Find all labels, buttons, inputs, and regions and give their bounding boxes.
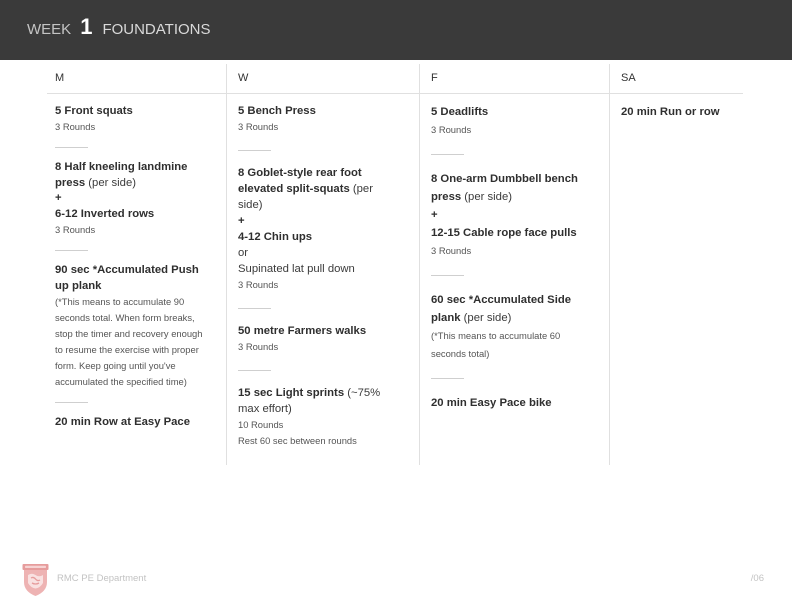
day-workout — [47, 94, 226, 430]
exercise-rounds: 3 Rounds — [238, 121, 279, 132]
exercise-note: (~75% max effort) — [238, 387, 381, 415]
group-divider — [431, 378, 464, 379]
group-divider — [238, 370, 271, 371]
exercise-name: 15 sec Light sprints — [238, 387, 345, 399]
week-label: WEEK — [27, 21, 72, 38]
exercise-group — [431, 291, 586, 363]
exercise-name: 8 One-arm Dumbbell bench press — [431, 173, 578, 203]
exercise-rounds: 3 Rounds — [238, 341, 279, 352]
exercise-group — [238, 103, 392, 135]
day-column-m — [47, 64, 226, 465]
exercise-group — [621, 103, 733, 121]
group-divider — [55, 147, 88, 148]
exercise-name: 5 Front squats — [55, 105, 133, 117]
exercise-rest: Rest 60 sec between rounds — [238, 435, 357, 446]
group-divider — [238, 150, 271, 151]
exercise-line — [431, 170, 586, 206]
exercise-name: 8 Goblet-style rear foot elevated split-squats — [238, 167, 362, 195]
exercise-name: 60 sec *Accumulated Side plank — [431, 294, 572, 324]
exercise-group — [238, 323, 392, 355]
day-workout — [420, 94, 609, 412]
group-divider — [55, 402, 88, 403]
alternative-connector: or — [238, 247, 249, 259]
day-column-f — [419, 64, 609, 465]
exercise-group — [55, 414, 209, 430]
exercise-name: 20 min Row at Easy Pace — [55, 416, 191, 428]
group-divider — [55, 250, 88, 251]
exercise-group — [55, 262, 209, 390]
superset-connector: + — [238, 215, 245, 227]
exercise-name: 4-12 Chin ups — [238, 231, 313, 243]
day-header: SA — [610, 64, 743, 94]
exercise-name: 50 metre Farmers walks — [238, 325, 367, 337]
exercise-rounds: 3 Rounds — [55, 224, 96, 235]
day-workout — [227, 94, 419, 449]
exercise-group — [238, 165, 392, 293]
exercise-name: 12-15 Cable rope face pulls — [431, 227, 577, 239]
superset-connector: + — [431, 209, 438, 221]
exercise-instructions: (*This means to accumulate 90 seconds total. When form breaks, stop the timer and recovery enough to resume the exercise with proper form. Keep going until you've accumulated the specified time) — [55, 296, 203, 387]
day-header: W — [227, 64, 419, 94]
exercise-note: (per side) — [463, 312, 512, 324]
exercise-rounds: 10 Rounds — [238, 419, 284, 430]
exercise-rounds: 3 Rounds — [431, 245, 472, 256]
day-column-sa — [609, 64, 743, 465]
exercise-rounds: 3 Rounds — [55, 121, 96, 132]
exercise-name: 5 Deadlifts — [431, 106, 489, 118]
exercise-group — [55, 159, 209, 238]
exercise-name: 20 min Run or row — [621, 106, 720, 118]
exercise-group — [431, 103, 586, 139]
exercise-name: 20 min Easy Pace bike — [431, 397, 552, 409]
week-number: 1 — [80, 14, 93, 39]
group-divider — [431, 154, 464, 155]
weekly-schedule — [47, 64, 743, 465]
exercise-line — [55, 159, 209, 191]
exercise-name: 90 sec *Accumulated Push up plank — [55, 264, 199, 292]
exercise-name: 5 Bench Press — [238, 105, 316, 117]
exercise-line — [431, 291, 586, 327]
exercise-name: 6-12 Inverted rows — [55, 208, 155, 220]
day-header: F — [420, 64, 609, 94]
day-column-w — [226, 64, 419, 465]
exercise-group — [431, 394, 586, 412]
day-header: M — [47, 64, 226, 94]
exercise-name: 8 Half kneeling landmine press — [55, 161, 188, 189]
day-workout — [610, 94, 743, 121]
page-header-bar — [0, 0, 792, 60]
exercise-note: (per side) — [238, 183, 373, 211]
phase-title: FOUNDATIONS — [102, 21, 211, 38]
exercise-group — [238, 385, 392, 449]
exercise-line — [238, 385, 392, 417]
exercise-rounds: 3 Rounds — [431, 124, 472, 135]
exercise-line — [238, 165, 392, 213]
department-name: RMC PE Department — [57, 573, 147, 584]
exercise-note: (per side) — [464, 191, 513, 203]
exercise-note: (per side) — [88, 177, 137, 189]
exercise-group — [55, 103, 209, 135]
exercise-group — [431, 170, 586, 260]
exercise-instructions: (*This means to accumulate 60 seconds total) — [431, 330, 561, 359]
superset-connector: + — [55, 192, 62, 204]
page-number: /06 — [750, 573, 764, 584]
alternative-exercise: Supinated lat pull down — [238, 263, 355, 275]
group-divider — [431, 275, 464, 276]
group-divider — [238, 308, 271, 309]
exercise-rounds: 3 Rounds — [238, 279, 279, 290]
crest-shield-icon — [22, 563, 49, 597]
